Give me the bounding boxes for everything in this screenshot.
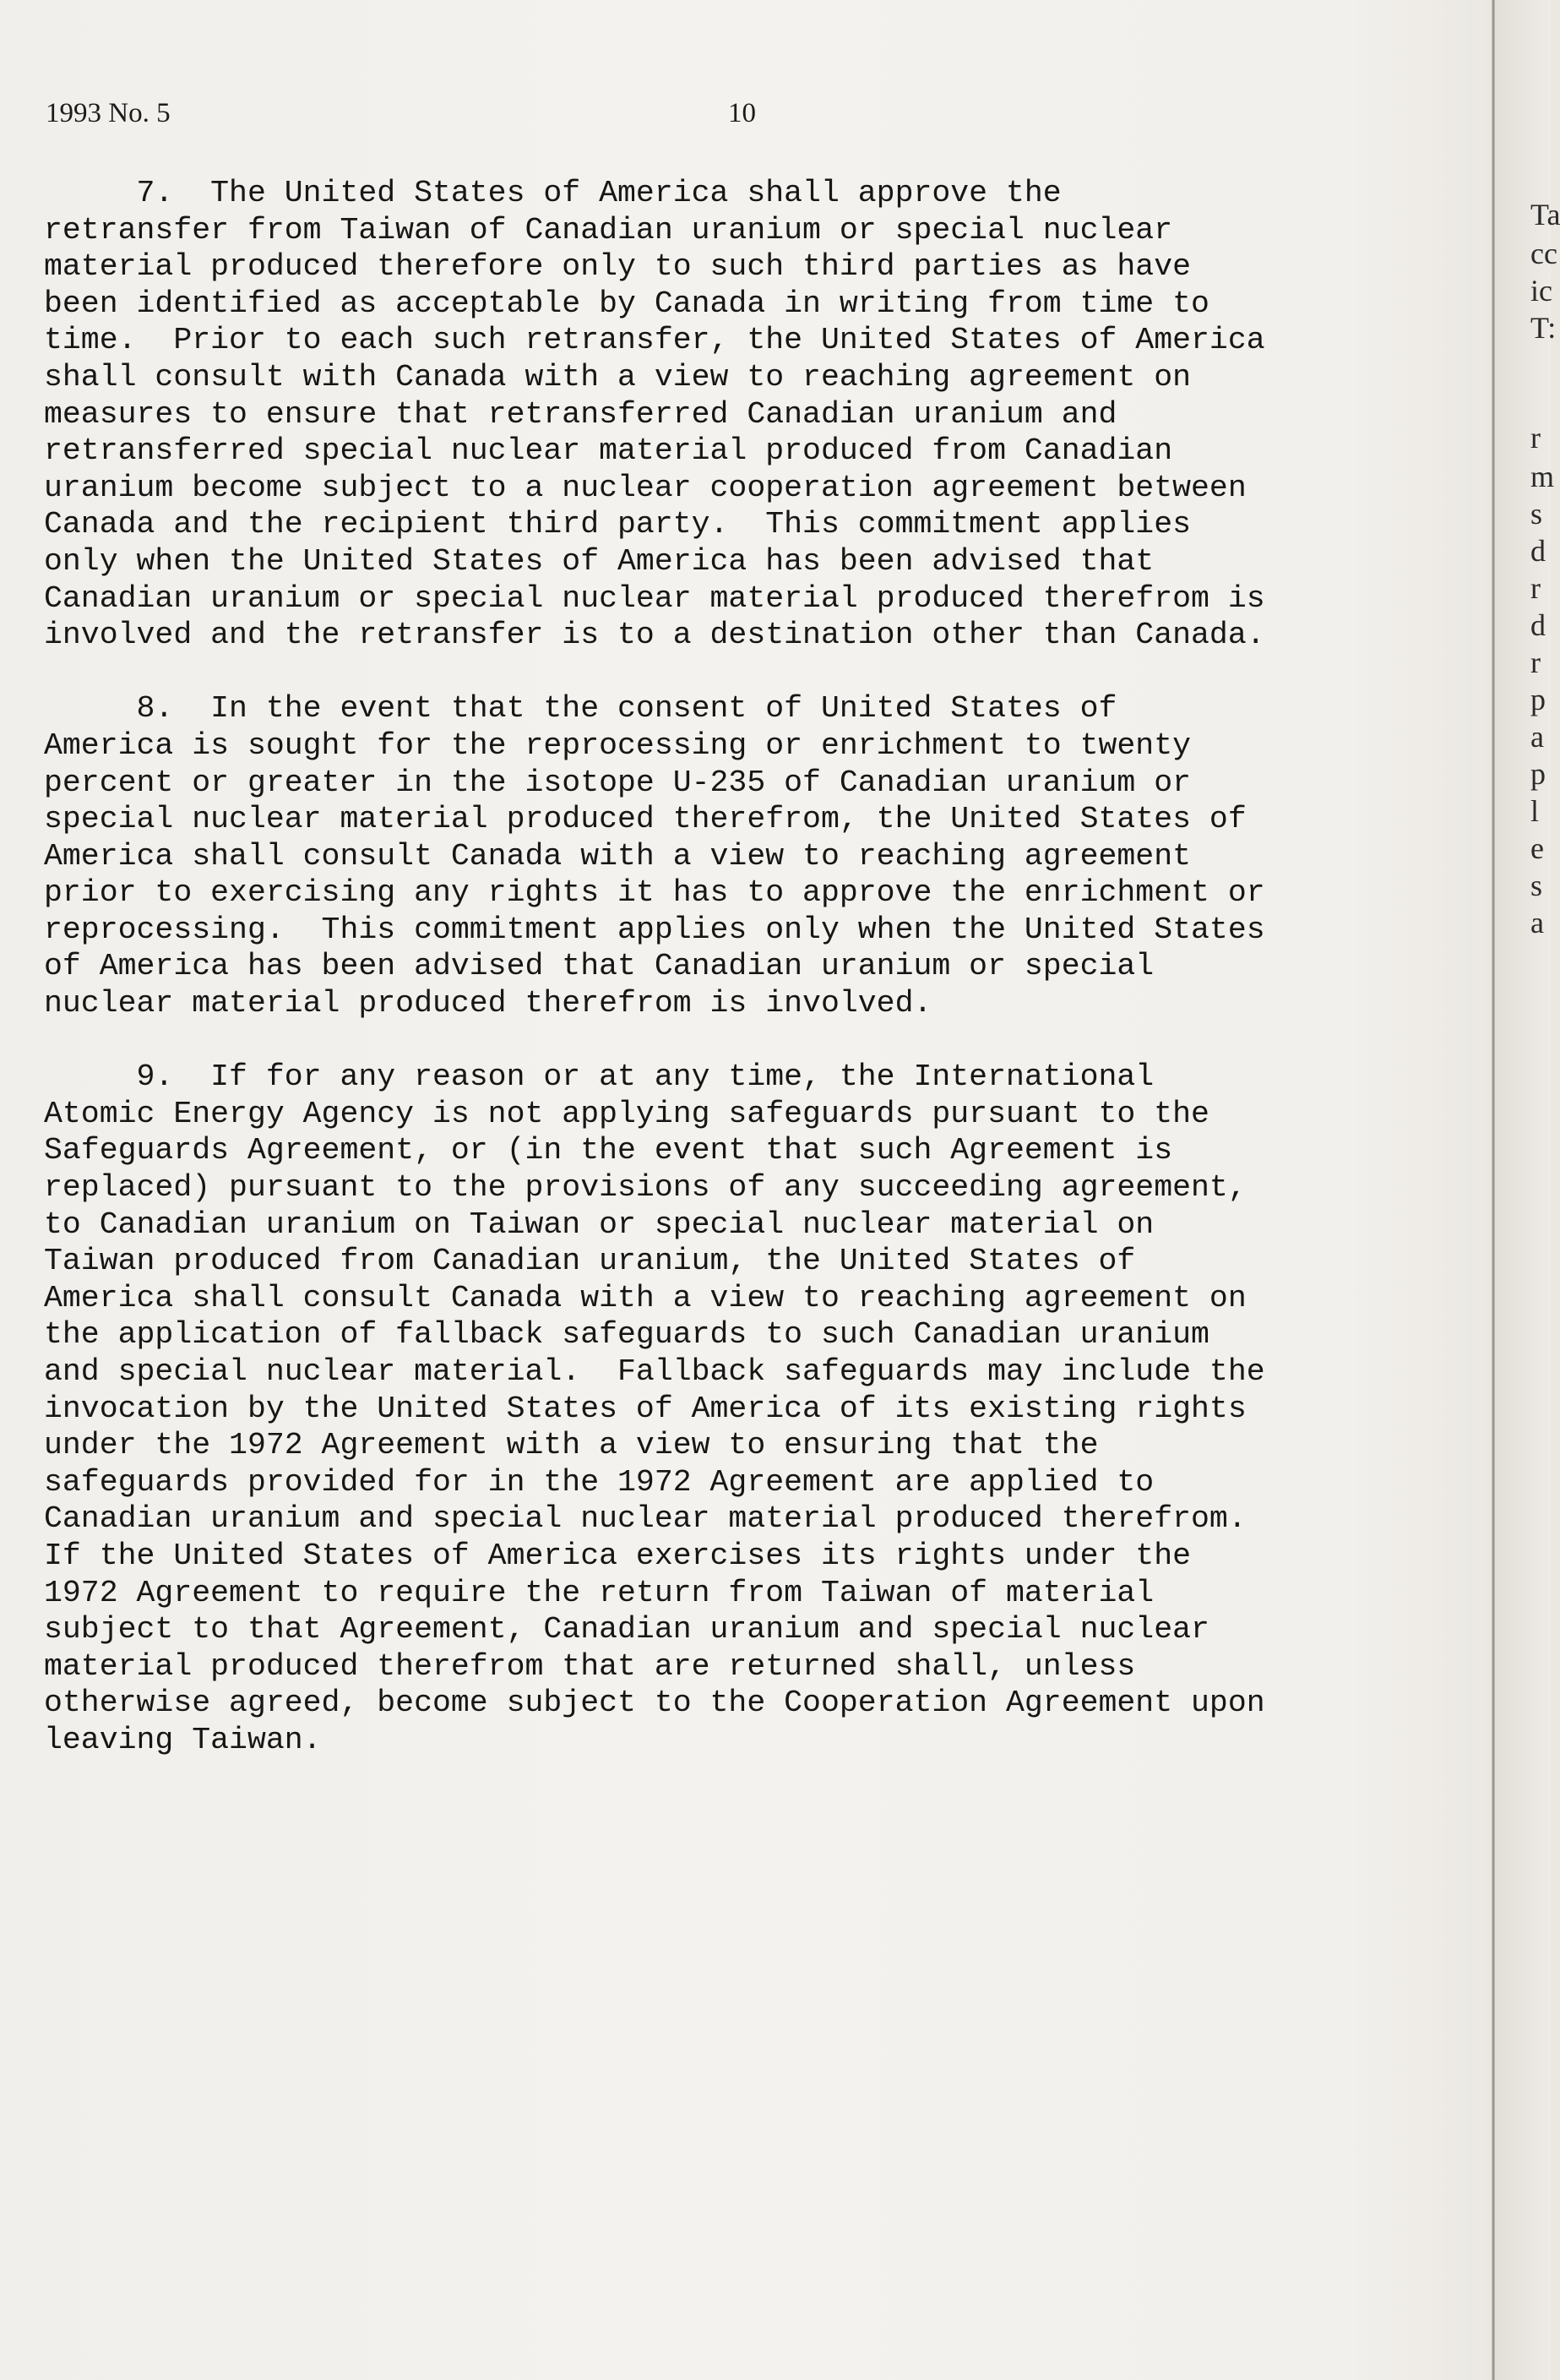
text-line: uranium become subject to a nuclear cooperation agreement between (44, 470, 1247, 505)
text-line: 9. If for any reason or at any time, the International (44, 1059, 1155, 1095)
text-line: America is sought for the reprocessing or enrichment to twenty (44, 727, 1192, 763)
text-line: been identified as acceptable by Canada in writing from time to (44, 286, 1209, 321)
paragraph-9 (44, 1059, 1497, 1758)
text-line: shall consult with Canada with a view to reaching agreement on (44, 359, 1192, 395)
text-line: involved and the retransfer is to a destination other than Canada. (44, 618, 1265, 653)
text-line: Atomic Energy Agency is not applying safeguards pursuant to the (44, 1096, 1209, 1131)
text-line: 8. In the event that the consent of United States of (44, 691, 1117, 727)
text-line: Canada and the recipient third party. This commitment applies (44, 507, 1192, 542)
margin-fragment: Ta (1530, 198, 1560, 231)
page-header (46, 98, 890, 140)
paragraph-7 (44, 175, 1497, 654)
text-line: America shall consult Canada with a view to reaching agreement (44, 838, 1192, 874)
text-line: Taiwan produced from Canadian uranium, the United States of (44, 1244, 1136, 1279)
text-line: retransferred special nuclear material produced from Canadian (44, 433, 1173, 469)
margin-fragment: p (1530, 757, 1546, 791)
text-line: material produced therefrom that are returned shall, unless (44, 1648, 1136, 1684)
margin-fragment: m (1530, 460, 1555, 493)
text-line: If the United States of America exercises its rights under the (44, 1538, 1192, 1573)
margin-fragment: d (1530, 608, 1546, 642)
margin-fragment: p (1530, 683, 1546, 716)
text-line: and special nuclear material. Fallback safeguards may include the (44, 1354, 1265, 1389)
text-line: nuclear material produced therefrom is involved. (44, 986, 932, 1021)
text-line: the application of fallback safeguards to such Canadian uranium (44, 1317, 1209, 1353)
document-body (44, 175, 1497, 1795)
margin-fragment: l (1530, 794, 1540, 828)
text-line: time. Prior to each such retransfer, the United States of America (44, 323, 1265, 358)
text-line: measures to ensure that retransferred Canadian uranium and (44, 396, 1117, 432)
text-line: only when the United States of America has been advised that (44, 543, 1155, 579)
text-line: under the 1972 Agreement with a view to ensuring that the (44, 1428, 1099, 1463)
paragraph-8 (44, 690, 1497, 1021)
text-line: reprocessing. This commitment applies only when the United States (44, 912, 1265, 947)
adjacent-page-strip (1495, 0, 1560, 2380)
margin-fragment: r (1530, 421, 1541, 455)
margin-fragment: s (1530, 869, 1543, 902)
text-line: subject to that Agreement, Canadian uranium and special nuclear (44, 1612, 1209, 1647)
text-line: retransfer from Taiwan of Canadian uranium or special nuclear (44, 212, 1173, 248)
text-line: 1972 Agreement to require the return from Taiwan of material (44, 1575, 1155, 1610)
margin-fragment: e (1530, 831, 1544, 865)
margin-fragment: ic (1530, 274, 1552, 308)
margin-fragment: s (1530, 497, 1543, 531)
margin-fragment: d (1530, 534, 1546, 568)
text-line: special nuclear material produced therefrom, the United States of (44, 802, 1247, 837)
text-line: Canadian uranium or special nuclear material produced therefrom is (44, 580, 1265, 616)
text-line: of America has been advised that Canadian uranium or special (44, 949, 1155, 984)
margin-fragment: r (1530, 645, 1541, 679)
text-line: to Canadian uranium on Taiwan or special nuclear material on (44, 1206, 1155, 1242)
margin-fragment: a (1530, 906, 1544, 939)
text-line: safeguards provided for in the 1972 Agreement are applied to (44, 1464, 1155, 1500)
text-line: 7. The United States of America shall approve the (44, 176, 1062, 210)
text-line: percent or greater in the isotope U-235 of Canadian uranium or (44, 765, 1192, 800)
margin-fragment: T: (1530, 311, 1557, 345)
text-line: invocation by the United States of America of its existing rights (44, 1391, 1247, 1426)
text-line: material produced therefore only to such third parties as have (44, 249, 1192, 285)
page-number: 10 (728, 98, 756, 128)
margin-fragment: a (1530, 720, 1544, 754)
text-line: Safeguards Agreement, or (in the event that such Agreement is (44, 1133, 1173, 1168)
text-line: replaced) pursuant to the provisions of any succeeding agreement, (44, 1170, 1247, 1206)
text-line: otherwise agreed, become subject to the Cooperation Agreement upon (44, 1686, 1265, 1721)
document-reference: 1993 No. 5 (46, 98, 171, 128)
text-line: America shall consult Canada with a view to reaching agreement on (44, 1280, 1247, 1315)
text-line: prior to exercising any rights it has to approve the enrichment or (44, 875, 1265, 911)
text-line: Canadian uranium and special nuclear material produced therefrom. (44, 1501, 1247, 1537)
text-line: leaving Taiwan. (44, 1722, 322, 1757)
margin-fragment: r (1530, 571, 1541, 605)
margin-fragment: cc (1530, 237, 1557, 270)
